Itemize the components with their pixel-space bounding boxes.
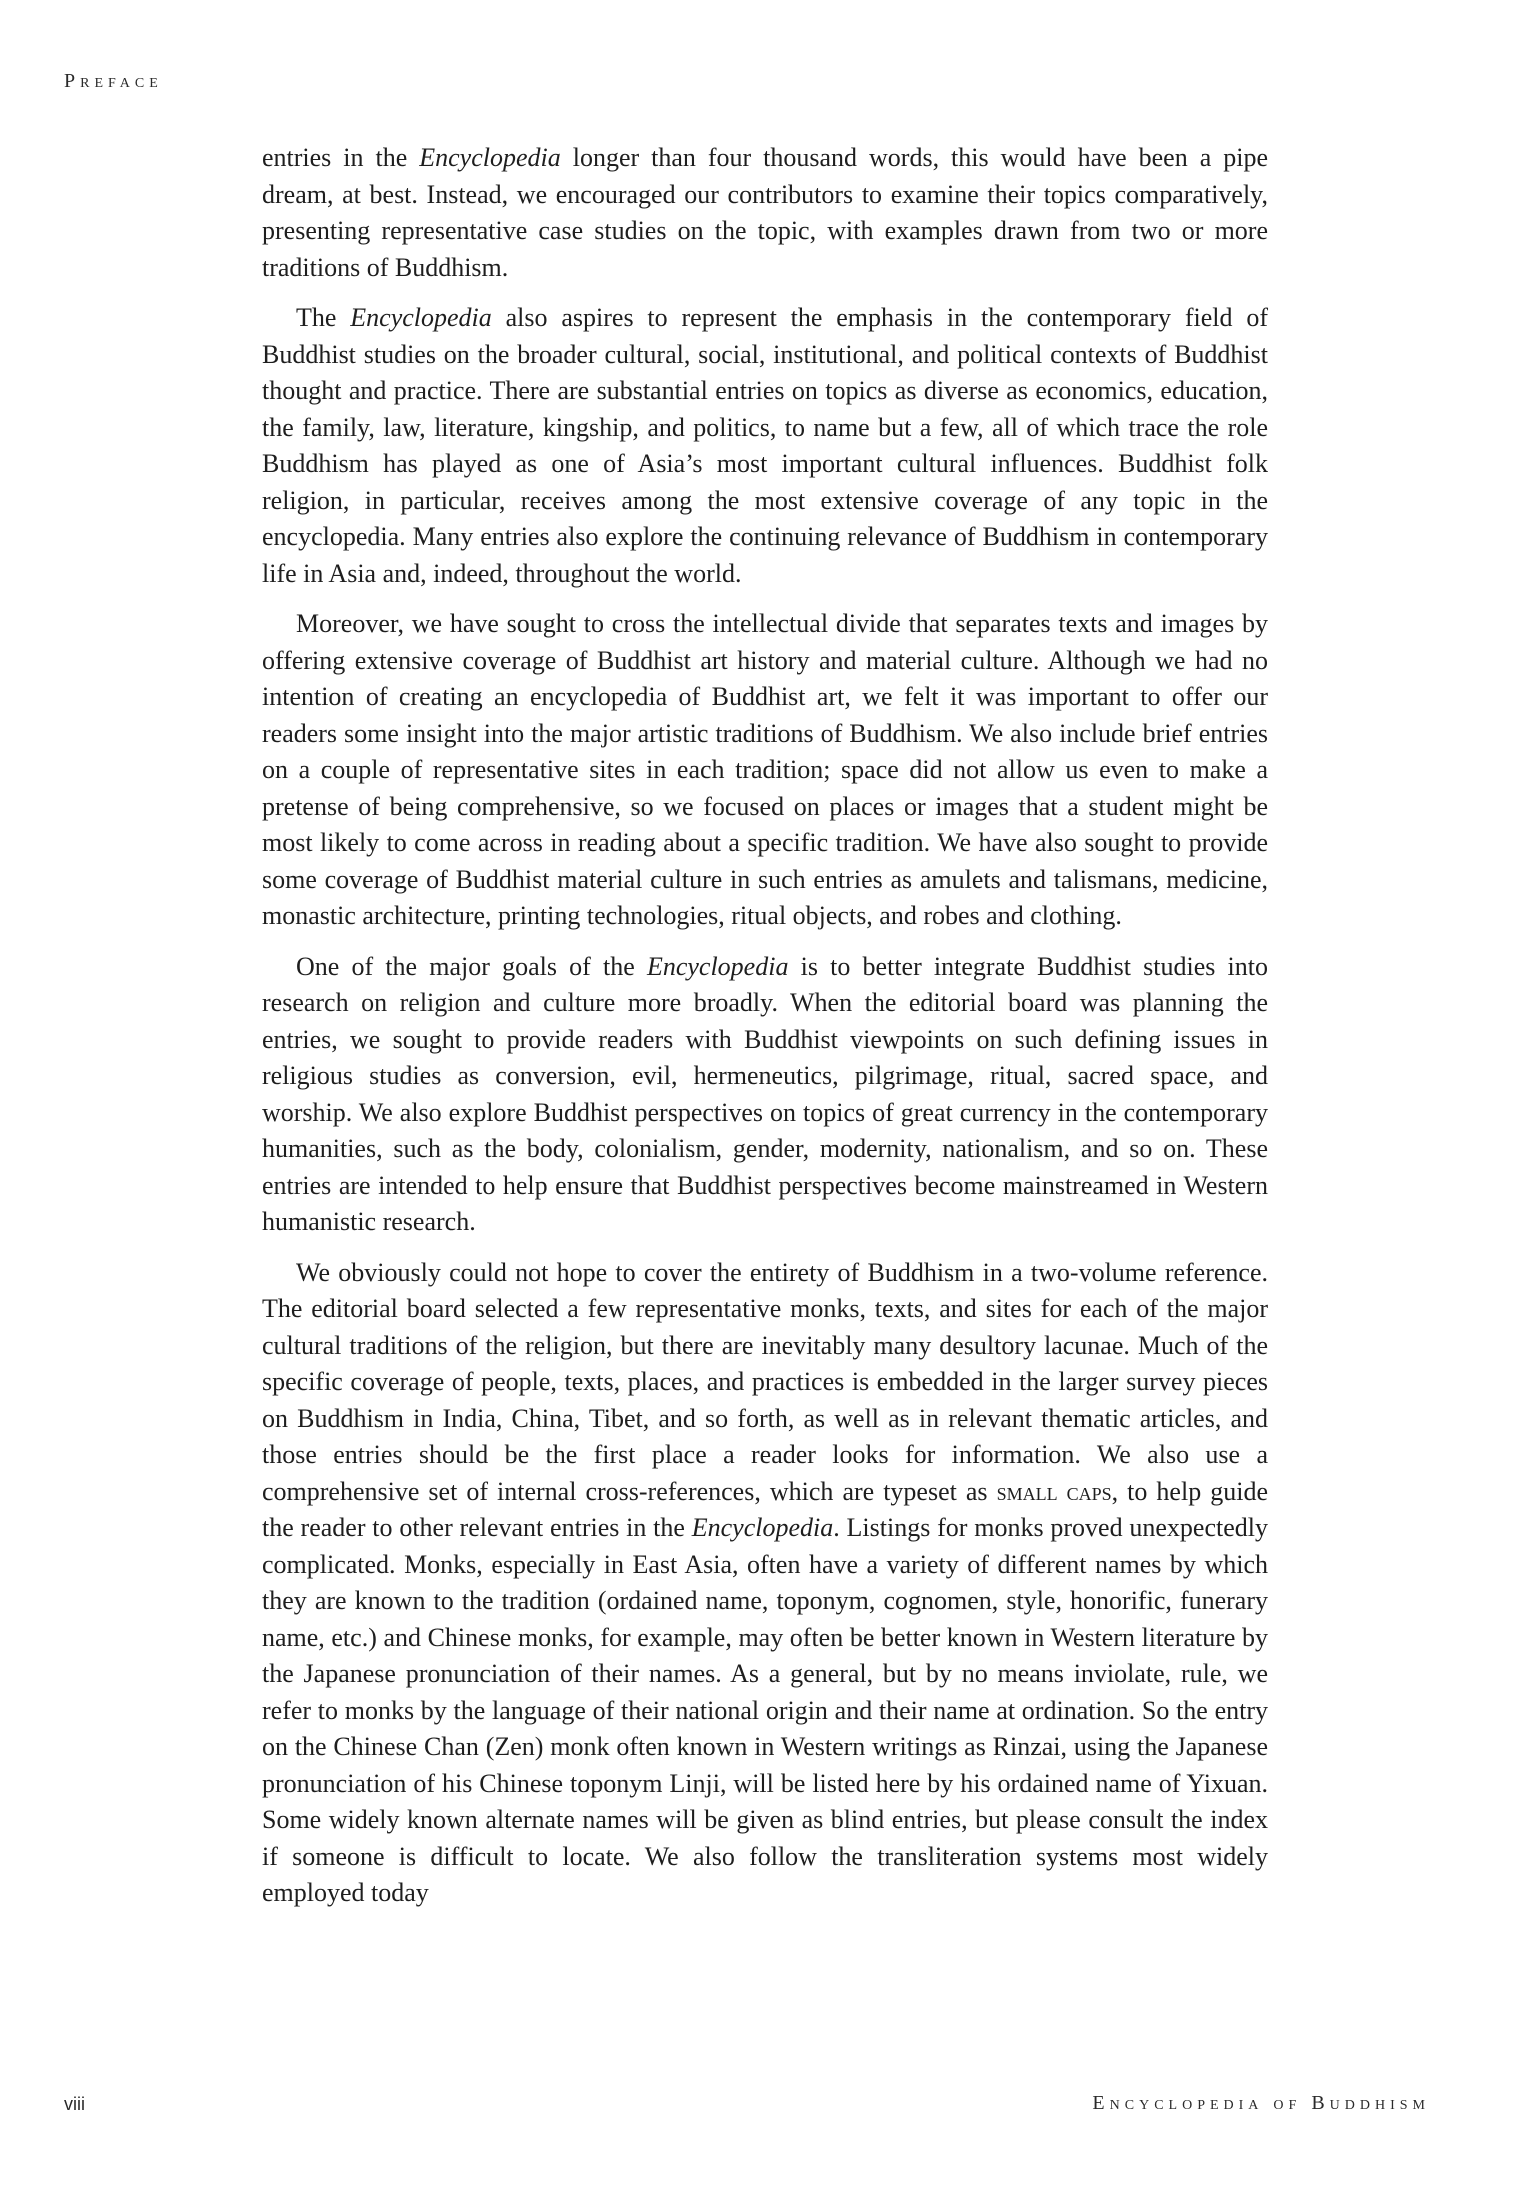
paragraph-2-italic-title: Encyclopedia [350,303,492,332]
paragraph-4 [262,949,1268,1241]
paragraph-5 [262,1255,1268,1912]
page-number: viii [64,2094,85,2114]
paragraph-3-text: Moreover, we have sought to cross the intellectual divide that separates texts and images by offering extensive coverage of Buddhist art history and material culture. Although we had no intention of creating an encyclopedia of Buddhist art, we felt it was important to offer our readers some insight into the major artistic traditions of Buddhism. We also include brief entries on a couple of representative sites in each tradition; space did not allow us even to make a pretense of being comprehensive, so we focused on places or images that a student might be most likely to come across in reading about a specific tradition. We have also sought to provide some coverage of Buddhist material culture in such entries as amulets and talismans, medicine, monastic architecture, printing technologies, ritual objects, and robes and clothing. [262,609,1268,930]
paragraph-1-text-b: longer than four thousand words, this would have been a pipe dream, at best. Instead, we encouraged our contributors to examine their topics comparatively, presenting representative case studies on the topic, with examples drawn from two or more traditions of Buddhism. [262,143,1268,282]
paragraph-5-text-a: We obviously could not hope to cover the entirety of Buddhism in a two-volume reference. The editorial board selected a few representative monks, texts, and sites for each of the major cultural traditions of the religion, but there are inevitably many desultory lacunae. Much of the specific coverage of people, texts, places, and practices is embedded in the larger survey pieces on Buddhism in India, China, Tibet, and so forth, as well as in relevant thematic articles, and those entries should be the first place a reader looks for information. We also use a comprehensive set of internal cross-references, which are typeset as [262,1257,1268,1506]
paragraph-1 [262,140,1268,286]
running-foot: Encyclopedia of Buddhism [1092,2092,1430,2114]
paragraph-2 [262,300,1268,592]
paragraph-4-text-a: One of the major goals of the [296,951,647,981]
preface-body [262,140,1268,1926]
paragraph-3 [262,606,1268,935]
paragraph-4-italic-title: Encyclopedia [646,951,789,981]
paragraph-5-italic-title: Encyclopedia [691,1513,834,1542]
paragraph-1-text-a: entries in the [262,143,420,172]
paragraph-5-text-b: , to help guide the reader to other relevant entries in the [262,1476,1268,1542]
paragraph-4-text-b: is to better integrate Buddhist studies into research on religion and culture more broadly. When the editorial board was planning the entries, we sought to provide readers with Buddhist viewpoints on such defining issues in religious studies as conversion, evil, hermeneutics, pilgrimage, ritual, sacred space, and worship. We also explore Buddhist perspectives on topics of great currency in the contemporary humanities, such as the body, colonialism, gender, modernity, nationalism, and so on. These entries are intended to help ensure that Buddhist perspectives become mainstreamed in Western humanistic research. [262,951,1268,1236]
paragraph-5-small-caps: small caps [996,1476,1112,1506]
paragraph-2-text-b: also aspires to represent the emphasis in the contemporary field of Buddhist studies on the broader cultural, social, institutional, and political contexts of Buddhist thought and practice. There are substantial entries on topics as diverse as economics, education, the family, law, literature, kingship, and politics, to name but a few, all of which trace the role Buddhism has played as one of Asia’s most important cultural influences. Buddhist folk religion, in particular, receives among the most extensive coverage of any topic in the encyclopedia. Many entries also explore the continuing relevance of Buddhism in contemporary life in Asia and, indeed, throughout the world. [262,303,1268,588]
paragraph-1-italic-title: Encyclopedia [419,143,561,172]
paragraph-2-text-a: The [296,303,351,332]
running-head: Preface [64,70,163,92]
paragraph-5-text-c: . Listings for monks proved unexpectedly complicated. Monks, especially in East Asia, often have a variety of different names by which they are known to the tradition (ordained name, toponym, cognomen, style, honorific, funerary name, etc.) and Chinese monks, for example, may often be better known in Western literature by the Japanese pronunciation of their names. As a general, but by no means inviolate, rule, we refer to monks by the language of their national origin and their name at ordination. So the entry on the Chinese Chan (Zen) monk often known in Western writings as Rinzai, using the Japanese pronunciation of his Chinese toponym Linji, will be listed here by his ordained name of Yixuan. Some widely known alternate names will be given as blind entries, but please consult the index if someone is difficult to locate. We also follow the transliteration systems most widely employed today [262,1513,1268,1907]
